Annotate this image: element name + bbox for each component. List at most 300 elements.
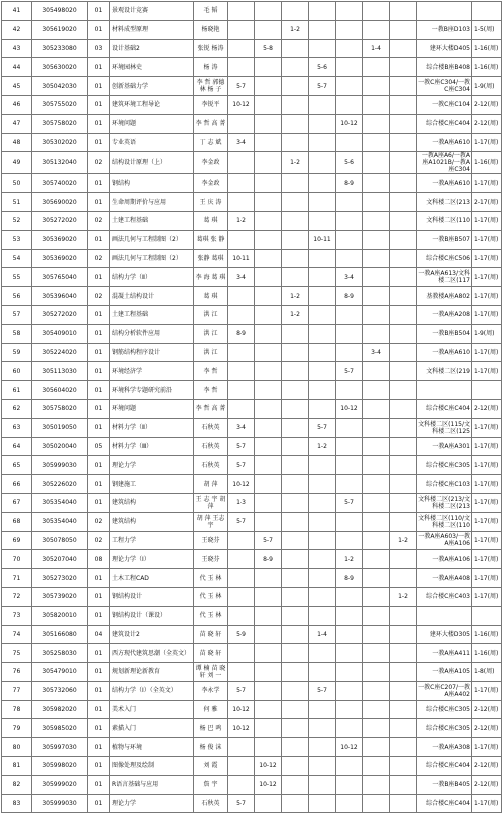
day1-cell: 5-7: [228, 77, 255, 96]
teacher-cell: 詹 宇: [194, 775, 228, 794]
day7-cell: [390, 20, 417, 39]
day6-cell: [363, 77, 390, 96]
day5-cell: [336, 193, 363, 212]
day5-cell: [336, 719, 363, 738]
course-code-cell: 305207040: [32, 550, 88, 569]
day4-cell: [309, 399, 336, 418]
day6-cell: [363, 20, 390, 39]
classroom-cell: 一教A座A105: [417, 663, 472, 682]
day2-cell: 5-7: [255, 531, 282, 550]
day1-cell: 5-9: [228, 625, 255, 644]
table-row: [2, 719, 502, 738]
teacher-cell: 张静 葛琪: [194, 249, 228, 268]
table-row: [2, 644, 502, 663]
day3-cell: [282, 174, 309, 193]
section-cell: 01: [88, 77, 110, 96]
day7-cell: [390, 512, 417, 531]
day4-cell: [309, 152, 336, 174]
row-index-cell: 60: [2, 362, 32, 381]
day6-cell: [363, 211, 390, 230]
day3-cell: [282, 587, 309, 606]
day7-cell: [390, 493, 417, 512]
teacher-cell: 杨晓艳: [194, 20, 228, 39]
section-cell: 01: [88, 95, 110, 114]
weeks-cell: 1-17(周): [472, 211, 502, 230]
day3-cell: [282, 794, 309, 813]
day1-cell: [228, 757, 255, 776]
course-schedule-table: [1, 1, 502, 813]
course-code-cell: 305820010: [32, 606, 88, 625]
table-row: [2, 77, 502, 96]
day1-cell: [228, 20, 255, 39]
classroom-cell: 综合楼C座C103: [417, 475, 472, 494]
teacher-cell: 李 哲: [194, 362, 228, 381]
day3-cell: [282, 2, 309, 21]
teacher-cell: 李金政: [194, 152, 228, 174]
day1-cell: 8-9: [228, 324, 255, 343]
row-index-cell: 53: [2, 230, 32, 249]
day1-cell: 3-4: [228, 268, 255, 287]
day7-cell: [390, 644, 417, 663]
day7-cell: [390, 475, 417, 494]
day1-cell: [228, 663, 255, 682]
table-row: [2, 794, 502, 813]
day7-cell: [390, 625, 417, 644]
day3-cell: [282, 550, 309, 569]
day2-cell: [255, 133, 282, 152]
table-row: [2, 268, 502, 287]
day3-cell: 1-2: [282, 287, 309, 306]
row-index-cell: 63: [2, 418, 32, 437]
weeks-cell: 1-16(周): [472, 58, 502, 77]
course-code-cell: 305272020: [32, 305, 88, 324]
day3-cell: 1-2: [282, 20, 309, 39]
weeks-cell: 1-9(周): [472, 77, 502, 96]
day1-cell: [228, 305, 255, 324]
teacher-cell: 代 玉 林: [194, 587, 228, 606]
course-name-cell: 材料力学（Ⅲ）: [110, 437, 194, 456]
day5-cell: [336, 324, 363, 343]
classroom-cell: 一教B座B507: [417, 230, 472, 249]
course-name-cell: 土木工程CAD: [110, 569, 194, 588]
weeks-cell: 1-8(周): [472, 663, 502, 682]
section-cell: 01: [88, 193, 110, 212]
teacher-cell: 李 哲 高 菁: [194, 114, 228, 133]
day3-cell: 1-2: [282, 305, 309, 324]
weeks-cell: 1-9(周): [472, 324, 502, 343]
day3-cell: [282, 625, 309, 644]
day2-cell: [255, 681, 282, 700]
course-code-cell: 305999030: [32, 794, 88, 813]
day5-cell: [336, 531, 363, 550]
day4-cell: [309, 531, 336, 550]
day5-cell: [336, 39, 363, 58]
day4-cell: [309, 794, 336, 813]
section-cell: 01: [88, 174, 110, 193]
day3-cell: [282, 249, 309, 268]
course-name-cell: 材料力学（Ⅱ）: [110, 418, 194, 437]
day1-cell: 5-7: [228, 437, 255, 456]
teacher-cell: 李 哲: [194, 381, 228, 400]
course-code-cell: 305078050: [32, 531, 88, 550]
course-code-cell: 305732060: [32, 681, 88, 700]
day6-cell: [363, 625, 390, 644]
course-code-cell: 305985020: [32, 719, 88, 738]
day1-cell: [228, 569, 255, 588]
day5-cell: [336, 343, 363, 362]
section-cell: 03: [88, 39, 110, 58]
day5-cell: [336, 437, 363, 456]
classroom-cell: [417, 606, 472, 625]
day1-cell: 1-2: [228, 211, 255, 230]
day2-cell: [255, 625, 282, 644]
day1-cell: 10-12: [228, 719, 255, 738]
section-cell: 01: [88, 606, 110, 625]
course-name-cell: 混凝土结构设计: [110, 287, 194, 306]
course-name-cell: 材料成型原理: [110, 20, 194, 39]
row-index-cell: 71: [2, 569, 32, 588]
row-index-cell: 46: [2, 95, 32, 114]
course-name-cell: 建筑结构: [110, 493, 194, 512]
day6-cell: [363, 700, 390, 719]
course-name-cell: 结构设计原理（上）: [110, 152, 194, 174]
day5-cell: [336, 418, 363, 437]
day6-cell: [363, 531, 390, 550]
weeks-cell: 1-17(周): [472, 268, 502, 287]
teacher-cell: 代 玉 林: [194, 606, 228, 625]
day2-cell: [255, 381, 282, 400]
day2-cell: [255, 587, 282, 606]
classroom-cell: 综合楼C座C404: [417, 114, 472, 133]
day2-cell: [255, 193, 282, 212]
classroom-cell: 一教A座A6/一教A座A1021B/一教A座C304: [417, 152, 472, 174]
course-code-cell: 305619020: [32, 20, 88, 39]
day2-cell: [255, 418, 282, 437]
day4-cell: [309, 493, 336, 512]
course-code-cell: 305354040: [32, 493, 88, 512]
day3-cell: [282, 95, 309, 114]
day6-cell: [363, 381, 390, 400]
course-name-cell: 环境经济学: [110, 362, 194, 381]
day2-cell: [255, 174, 282, 193]
row-index-cell: 80: [2, 738, 32, 757]
day5-cell: [336, 700, 363, 719]
day7-cell: [390, 775, 417, 794]
course-name-cell: 钢结构设计: [110, 587, 194, 606]
day5-cell: [336, 757, 363, 776]
teacher-cell: 王晓芬: [194, 531, 228, 550]
row-index-cell: 51: [2, 193, 32, 212]
weeks-cell: 1-16(周): [472, 39, 502, 58]
teacher-cell: 洪 江: [194, 324, 228, 343]
section-cell: 02: [88, 512, 110, 531]
day7-cell: [390, 757, 417, 776]
course-name-cell: 结构力学（Ⅰ）（全英文）: [110, 681, 194, 700]
section-cell: 01: [88, 418, 110, 437]
day5-cell: [336, 58, 363, 77]
table-row: [2, 587, 502, 606]
course-name-cell: 钢筋结构程序设计: [110, 343, 194, 362]
day7-cell: [390, 663, 417, 682]
weeks-cell: [472, 606, 502, 625]
weeks-cell: 1-17(周): [472, 174, 502, 193]
day3-cell: [282, 475, 309, 494]
row-index-cell: 68: [2, 512, 32, 531]
teacher-cell: 石秋英: [194, 437, 228, 456]
day1-cell: [228, 381, 255, 400]
row-index-cell: 41: [2, 2, 32, 21]
row-index-cell: 78: [2, 700, 32, 719]
day6-cell: [363, 738, 390, 757]
course-name-cell: 素描入门: [110, 719, 194, 738]
day1-cell: [228, 39, 255, 58]
day3-cell: [282, 493, 309, 512]
day1-cell: 10-12: [228, 700, 255, 719]
day2-cell: [255, 663, 282, 682]
course-code-cell: 305258030: [32, 644, 88, 663]
section-cell: 01: [88, 343, 110, 362]
day4-cell: 1-4: [309, 625, 336, 644]
section-cell: 01: [88, 2, 110, 21]
day6-cell: [363, 644, 390, 663]
classroom-cell: 一教B座D103: [417, 20, 472, 39]
course-name-cell: R语言基础与应用: [110, 775, 194, 794]
section-cell: 01: [88, 644, 110, 663]
day4-cell: [309, 362, 336, 381]
day4-cell: 5-6: [309, 58, 336, 77]
course-name-cell: 图像处理及绘制: [110, 757, 194, 776]
course-code-cell: 305630020: [32, 58, 88, 77]
day6-cell: [363, 95, 390, 114]
teacher-cell: 李 哲 高 菁: [194, 399, 228, 418]
course-name-cell: 美术入门: [110, 700, 194, 719]
teacher-cell: 葛琪 张 静: [194, 230, 228, 249]
course-name-cell: 理论力学: [110, 794, 194, 813]
day7-cell: [390, 193, 417, 212]
weeks-cell: 1-17(周): [472, 550, 502, 569]
course-code-cell: 305739020: [32, 587, 88, 606]
section-cell: 01: [88, 230, 110, 249]
day7-cell: [390, 230, 417, 249]
course-code-cell: 305765040: [32, 268, 88, 287]
course-code-cell: 305409010: [32, 324, 88, 343]
section-cell: 01: [88, 456, 110, 475]
day5-cell: [336, 606, 363, 625]
day4-cell: 5-7: [309, 681, 336, 700]
day7-cell: [390, 738, 417, 757]
course-name-cell: 理论力学: [110, 456, 194, 475]
classroom-cell: 一教A座A613/文科楼二区(117: [417, 268, 472, 287]
day7-cell: [390, 39, 417, 58]
day6-cell: [363, 794, 390, 813]
table-row: [2, 133, 502, 152]
day4-cell: 5-7: [309, 77, 336, 96]
day3-cell: [282, 381, 309, 400]
weeks-cell: 1-17(周): [472, 305, 502, 324]
day2-cell: [255, 475, 282, 494]
weeks-cell: 2-12(周): [472, 775, 502, 794]
day2-cell: [255, 58, 282, 77]
teacher-cell: 李锐平: [194, 95, 228, 114]
day2-cell: [255, 794, 282, 813]
course-code-cell: 305273020: [32, 569, 88, 588]
row-index-cell: 52: [2, 211, 32, 230]
classroom-cell: 建环大楼D405: [417, 39, 472, 58]
day6-cell: [363, 362, 390, 381]
day6-cell: 3-4: [363, 343, 390, 362]
table-row: [2, 324, 502, 343]
day4-cell: [309, 174, 336, 193]
table-row: [2, 418, 502, 437]
classroom-cell: 一教C座C304/一教C座C304: [417, 77, 472, 96]
day6-cell: [363, 719, 390, 738]
day2-cell: [255, 268, 282, 287]
day5-cell: [336, 681, 363, 700]
teacher-cell: 石秋英: [194, 794, 228, 813]
section-cell: 01: [88, 775, 110, 794]
day7-cell: [390, 606, 417, 625]
day4-cell: [309, 775, 336, 794]
table-row: [2, 305, 502, 324]
day5-cell: 10-12: [336, 399, 363, 418]
row-index-cell: 42: [2, 20, 32, 39]
day5-cell: [336, 95, 363, 114]
day6-cell: [363, 418, 390, 437]
course-code-cell: 305166080: [32, 625, 88, 644]
section-cell: 01: [88, 493, 110, 512]
row-index-cell: 66: [2, 475, 32, 494]
classroom-cell: 一教A座A411: [417, 644, 472, 663]
table-row: [2, 381, 502, 400]
day5-cell: [336, 133, 363, 152]
weeks-cell: 1-17(周): [472, 475, 502, 494]
day7-cell: [390, 133, 417, 152]
course-code-cell: 305690020: [32, 193, 88, 212]
day1-cell: 10-12: [228, 95, 255, 114]
day2-cell: [255, 437, 282, 456]
day2-cell: [255, 493, 282, 512]
teacher-cell: 王 庆 涛: [194, 193, 228, 212]
course-code-cell: 305020040: [32, 437, 88, 456]
classroom-cell: 一教B座B405: [417, 775, 472, 794]
course-code-cell: 305479010: [32, 663, 88, 682]
course-code-cell: 305042030: [32, 77, 88, 96]
day2-cell: [255, 324, 282, 343]
teacher-cell: 苗 晓 轩: [194, 644, 228, 663]
day5-cell: [336, 663, 363, 682]
classroom-cell: 综合楼C座C404: [417, 757, 472, 776]
course-name-cell: 环境科学专题研究前沿: [110, 381, 194, 400]
classroom-cell: [417, 2, 472, 21]
day2-cell: [255, 95, 282, 114]
teacher-cell: 胡 萍: [194, 475, 228, 494]
section-cell: 01: [88, 133, 110, 152]
day2-cell: [255, 114, 282, 133]
day4-cell: [309, 757, 336, 776]
row-index-cell: 61: [2, 381, 32, 400]
classroom-cell: 综合楼C座C305: [417, 700, 472, 719]
course-code-cell: 305396040: [32, 287, 88, 306]
day7-cell: 1-2: [390, 587, 417, 606]
course-code-cell: 305369020: [32, 230, 88, 249]
day6-cell: [363, 287, 390, 306]
day7-cell: [390, 456, 417, 475]
table-row: [2, 58, 502, 77]
row-index-cell: 82: [2, 775, 32, 794]
weeks-cell: [472, 2, 502, 21]
day2-cell: [255, 719, 282, 738]
day1-cell: 5-7: [228, 794, 255, 813]
classroom-cell: 文科楼二区(110/文科楼二区(110: [417, 512, 472, 531]
day5-cell: [336, 20, 363, 39]
day2-cell: [255, 456, 282, 475]
day1-cell: [228, 230, 255, 249]
course-code-cell: 305758020: [32, 114, 88, 133]
course-name-cell: 土建工程基础: [110, 211, 194, 230]
day5-cell: [336, 775, 363, 794]
teacher-cell: 张锐 杨涛: [194, 39, 228, 58]
day6-cell: [363, 663, 390, 682]
day3-cell: [282, 268, 309, 287]
section-cell: 01: [88, 114, 110, 133]
day2-cell: [255, 211, 282, 230]
day6-cell: [363, 268, 390, 287]
section-cell: 04: [88, 625, 110, 644]
day2-cell: [255, 362, 282, 381]
classroom-cell: 一教A座A603/一教A座A106: [417, 531, 472, 550]
day5-cell: 10-12: [336, 114, 363, 133]
weeks-cell: 1-17(周): [472, 249, 502, 268]
section-cell: 01: [88, 324, 110, 343]
weeks-cell: 1-17(周): [472, 343, 502, 362]
classroom-cell: [417, 381, 472, 400]
day6-cell: [363, 606, 390, 625]
teacher-cell: 李永学: [194, 681, 228, 700]
day3-cell: [282, 775, 309, 794]
course-name-cell: 规划新理论新教育: [110, 663, 194, 682]
day7-cell: [390, 362, 417, 381]
day1-cell: [228, 58, 255, 77]
weeks-cell: 2-12(周): [472, 399, 502, 418]
section-cell: 02: [88, 152, 110, 174]
day3-cell: [282, 512, 309, 531]
day5-cell: [336, 381, 363, 400]
day3-cell: [282, 114, 309, 133]
table-row: [2, 475, 502, 494]
day4-cell: [309, 39, 336, 58]
day1-cell: [228, 152, 255, 174]
day1-cell: [228, 2, 255, 21]
day5-cell: 5-7: [336, 493, 363, 512]
table-row: [2, 211, 502, 230]
table-row: [2, 193, 502, 212]
section-cell: 01: [88, 794, 110, 813]
course-name-cell: 建筑设计2: [110, 625, 194, 644]
day6-cell: [363, 174, 390, 193]
day2-cell: [255, 305, 282, 324]
table-row: [2, 512, 502, 531]
day7-cell: [390, 2, 417, 21]
row-index-cell: 44: [2, 58, 32, 77]
day7-cell: [390, 399, 417, 418]
classroom-cell: 一教A座A208: [417, 305, 472, 324]
classroom-cell: 一教A座A408: [417, 569, 472, 588]
teacher-cell: 何 雅: [194, 700, 228, 719]
day5-cell: 10-12: [336, 738, 363, 757]
day1-cell: 5-7: [228, 512, 255, 531]
row-index-cell: 56: [2, 287, 32, 306]
course-code-cell: 305758020: [32, 399, 88, 418]
